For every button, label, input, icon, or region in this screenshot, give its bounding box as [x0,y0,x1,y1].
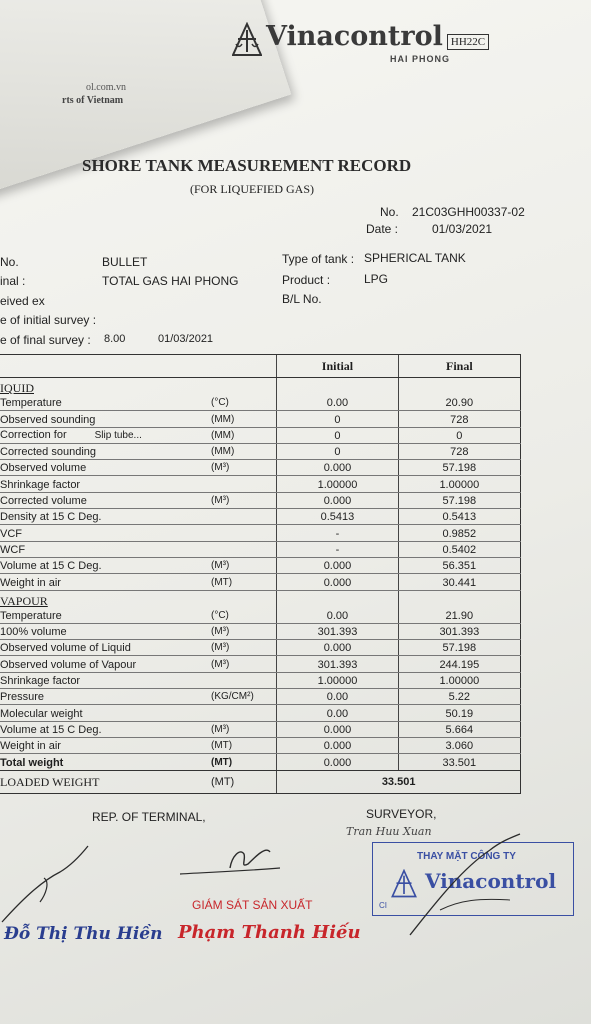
table-row [0,623,521,639]
row-label-text: Weight in air [0,740,61,753]
row-unit: (M³) [209,623,277,639]
total-label: Total weight [0,754,209,770]
table-row [0,443,521,459]
form-code: HH22C [447,34,489,50]
stamp-caption: THAY MẶT CÔNG TY [417,851,516,862]
header-initial: Initial [277,355,398,378]
row-final-value: 20.90 [398,395,520,411]
scales-emblem-icon [232,22,262,58]
table-row [0,705,521,721]
header-blank [0,355,209,378]
row-final-value: 56.351 [398,557,520,573]
production-signature [170,838,290,888]
section-title: VAPOUR [0,590,209,608]
row-final-value: 3.060 [398,737,520,753]
row-label [0,460,209,476]
row-label-text: VCF [0,527,22,540]
row-label [0,721,209,737]
table-row [0,411,521,427]
row-unit: (M³) [209,640,277,656]
row-initial-value: 0 [277,427,398,443]
row-label [0,541,209,557]
header-blank-unit [209,355,277,378]
blank-cell [398,590,520,608]
measurement-table [0,354,521,794]
page-title: SHORE TANK MEASUREMENT RECORD [82,156,412,175]
row-initial-value: 301.393 [277,623,398,639]
rep-terminal-label: REP. OF TERMINAL, [92,810,206,824]
row-unit: (KG/CM²) [209,689,277,705]
row-label-text: Corrected sounding [0,446,97,459]
row-initial-value: 0.00 [277,608,398,624]
row-label-text: WCF [0,543,26,556]
header-final: Final [398,355,520,378]
row-final-value: 0 [398,427,520,443]
row-final-value: 57.198 [398,460,520,476]
row-label [0,574,209,590]
row-initial-value: 0.000 [277,460,398,476]
total-final-value: 33.501 [398,754,520,770]
table-row [0,427,521,443]
row-initial-value: 0.000 [277,574,398,590]
row-initial-value: 1.00000 [277,476,398,492]
table-row [0,608,521,624]
loaded-unit: (MT) [209,770,277,793]
page-subtitle: (FOR LIQUEFIED GAS) [190,182,314,196]
row-initial-value: - [277,525,398,541]
row-label [0,689,209,705]
table-row [0,476,521,492]
table-row [0,557,521,573]
surveyor-label: SURVEYOR, [366,807,437,821]
table-row [0,656,521,672]
row-label-text: Temperature [0,397,62,410]
terminal-label: inal : [0,274,26,288]
row-label [0,705,209,721]
total-weight-row [0,754,521,770]
row-initial-value: 0.000 [277,557,398,573]
row-unit: (MM) [209,411,277,427]
row-label [0,476,209,492]
row-final-value: 1.00000 [398,672,520,688]
row-label-text: Observed sounding [0,413,96,426]
row-label [0,608,209,624]
rep-terminal-name: Đỗ Thị Thu Hiền [4,924,163,944]
row-final-value: 0.5402 [398,541,520,557]
table-header-row [0,355,521,378]
row-unit [209,541,277,557]
blank-cell [277,378,398,396]
row-final-value: 21.90 [398,608,520,624]
table-row [0,395,521,411]
terminal-value: TOTAL GAS HAI PHONG [102,274,239,288]
row-initial-value: 301.393 [277,656,398,672]
row-label [0,395,209,411]
table-row [0,672,521,688]
row-label-text: Volume at 15 C Deg. [0,723,102,736]
row-initial-value: - [277,541,398,557]
row-label-text: Shrinkage factor [0,675,81,688]
logo-wordmark: Vinacontrol [266,21,443,52]
row-label [0,427,209,443]
record-no-label: No. [380,205,399,219]
blank-cell [277,590,398,608]
row-initial-value: 0.00 [277,705,398,721]
logo-subtitle: HAI PHONG [390,54,451,64]
row-initial-value: 0.000 [277,640,398,656]
row-final-value: 57.198 [398,640,520,656]
blank-cell [209,378,277,396]
production-supervisor-name: Phạm Thanh Hiếu [178,922,361,943]
row-label [0,737,209,753]
initial-survey-label: e of initial survey : [0,313,97,327]
tank-type-label: Type of tank : [282,252,355,266]
row-label-text: Observed volume [0,462,87,475]
received-label: eived ex [0,294,45,308]
table-row [0,737,521,753]
row-label-text: Observed volume of Vapour [0,658,137,671]
row-unit [209,476,277,492]
section-title: IQUID [0,381,34,395]
row-final-value: 0.9852 [398,525,520,541]
row-final-value: 728 [398,411,520,427]
row-label-extra: Slip tube... [94,429,142,441]
date-value: 01/03/2021 [432,222,493,236]
table-row [0,509,521,525]
stamp-ci-mark: CI [379,901,387,910]
partial-website: ol.com.vn [86,82,126,93]
total-initial-value: 0.000 [277,754,398,770]
partial-org-name: rts of Vietnam [62,95,124,106]
row-final-value: 0.5413 [398,509,520,525]
row-unit: (MM) [209,443,277,459]
row-unit [209,509,277,525]
row-initial-value: 1.00000 [277,672,398,688]
row-final-value: 1.00000 [398,476,520,492]
row-final-value: 57.198 [398,492,520,508]
row-final-value: 301.393 [398,623,520,639]
row-label [0,509,209,525]
product-label: Product : [282,273,331,287]
table-row [0,492,521,508]
production-supervisor-label: GIÁM SÁT SẢN XUẤT [192,898,313,912]
vinacontrol-logo [232,21,489,64]
row-label [0,411,209,427]
row-final-value: 244.195 [398,656,520,672]
row-label [0,557,209,573]
row-label-text: Density at 15 C Deg. [0,511,102,524]
tank-no-value: BULLET [102,255,148,269]
loaded-weight-row [0,770,521,793]
row-final-value: 728 [398,443,520,459]
row-unit: (°C) [209,395,277,411]
row-unit [209,705,277,721]
row-label [0,443,209,459]
row-initial-value: 0 [277,443,398,459]
final-survey-time: 8.00 [104,333,126,345]
row-label [0,672,209,688]
row-label [0,492,209,508]
table-row [0,640,521,656]
row-initial-value: 0.5413 [277,509,398,525]
surveyor-signature [400,830,540,945]
row-unit: (MT) [209,737,277,753]
row-unit: (MM) [209,427,277,443]
row-unit [209,672,277,688]
row-initial-value: 0.00 [277,395,398,411]
record-no-value: 21C03GHH00337-02 [412,205,525,219]
tank-no-label: No. [0,255,19,269]
row-label-text: Shrinkage factor [0,478,81,491]
tank-type-value: SPHERICAL TANK [364,251,466,265]
date-label: Date : [366,222,399,236]
row-unit: (°C) [209,608,277,624]
row-label-text: Observed volume of Liquid [0,642,131,655]
row-label [0,656,209,672]
product-value: LPG [364,272,389,286]
row-label-text: Weight in air [0,576,61,589]
surveyor-signature-name: Tran Huu Xuan [346,825,432,838]
stamp-company-name: Vinacontrol [425,869,557,893]
row-label [0,640,209,656]
row-unit: (M³) [209,460,277,476]
row-label-text: Molecular weight [0,707,83,720]
row-label-text: Pressure [0,691,45,704]
row-unit [209,525,277,541]
section-row [0,378,521,396]
rep-signature [0,842,100,932]
table-row [0,525,521,541]
loaded-label: LOADED WEIGHT [0,770,209,793]
table-row [0,460,521,476]
blank-cell [398,378,520,396]
row-unit: (M³) [209,656,277,672]
row-label-text: Corrected volume [0,495,87,508]
row-unit: (M³) [209,557,277,573]
final-survey-label: e of final survey : [0,333,91,347]
row-final-value: 50.19 [398,705,520,721]
row-label-text: Temperature [0,609,62,622]
blank-cell [209,590,277,608]
row-final-value: 30.441 [398,574,520,590]
loaded-value: 33.501 [277,770,521,793]
row-label [0,623,209,639]
row-label-text: 100% volume [0,626,67,639]
table-row [0,689,521,705]
final-survey-date: 01/03/2021 [158,333,214,345]
table-row [0,721,521,737]
total-unit: (MT) [209,754,277,770]
row-initial-value: 0.00 [277,689,398,705]
row-unit: (MT) [209,574,277,590]
row-label-text: Correction for [0,428,67,441]
row-final-value: 5.22 [398,689,520,705]
row-initial-value: 0.000 [277,721,398,737]
row-initial-value: 0.000 [277,737,398,753]
bl-no-label: B/L No. [282,292,322,306]
row-initial-value: 0 [277,411,398,427]
row-label [0,525,209,541]
row-initial-value: 0.000 [277,492,398,508]
measurement-table-body [0,355,521,794]
row-unit: (M³) [209,721,277,737]
table-row [0,574,521,590]
row-unit: (M³) [209,492,277,508]
row-final-value: 5.664 [398,721,520,737]
section-row [0,590,521,608]
row-label-text: Volume at 15 C Deg. [0,560,102,573]
table-row [0,541,521,557]
